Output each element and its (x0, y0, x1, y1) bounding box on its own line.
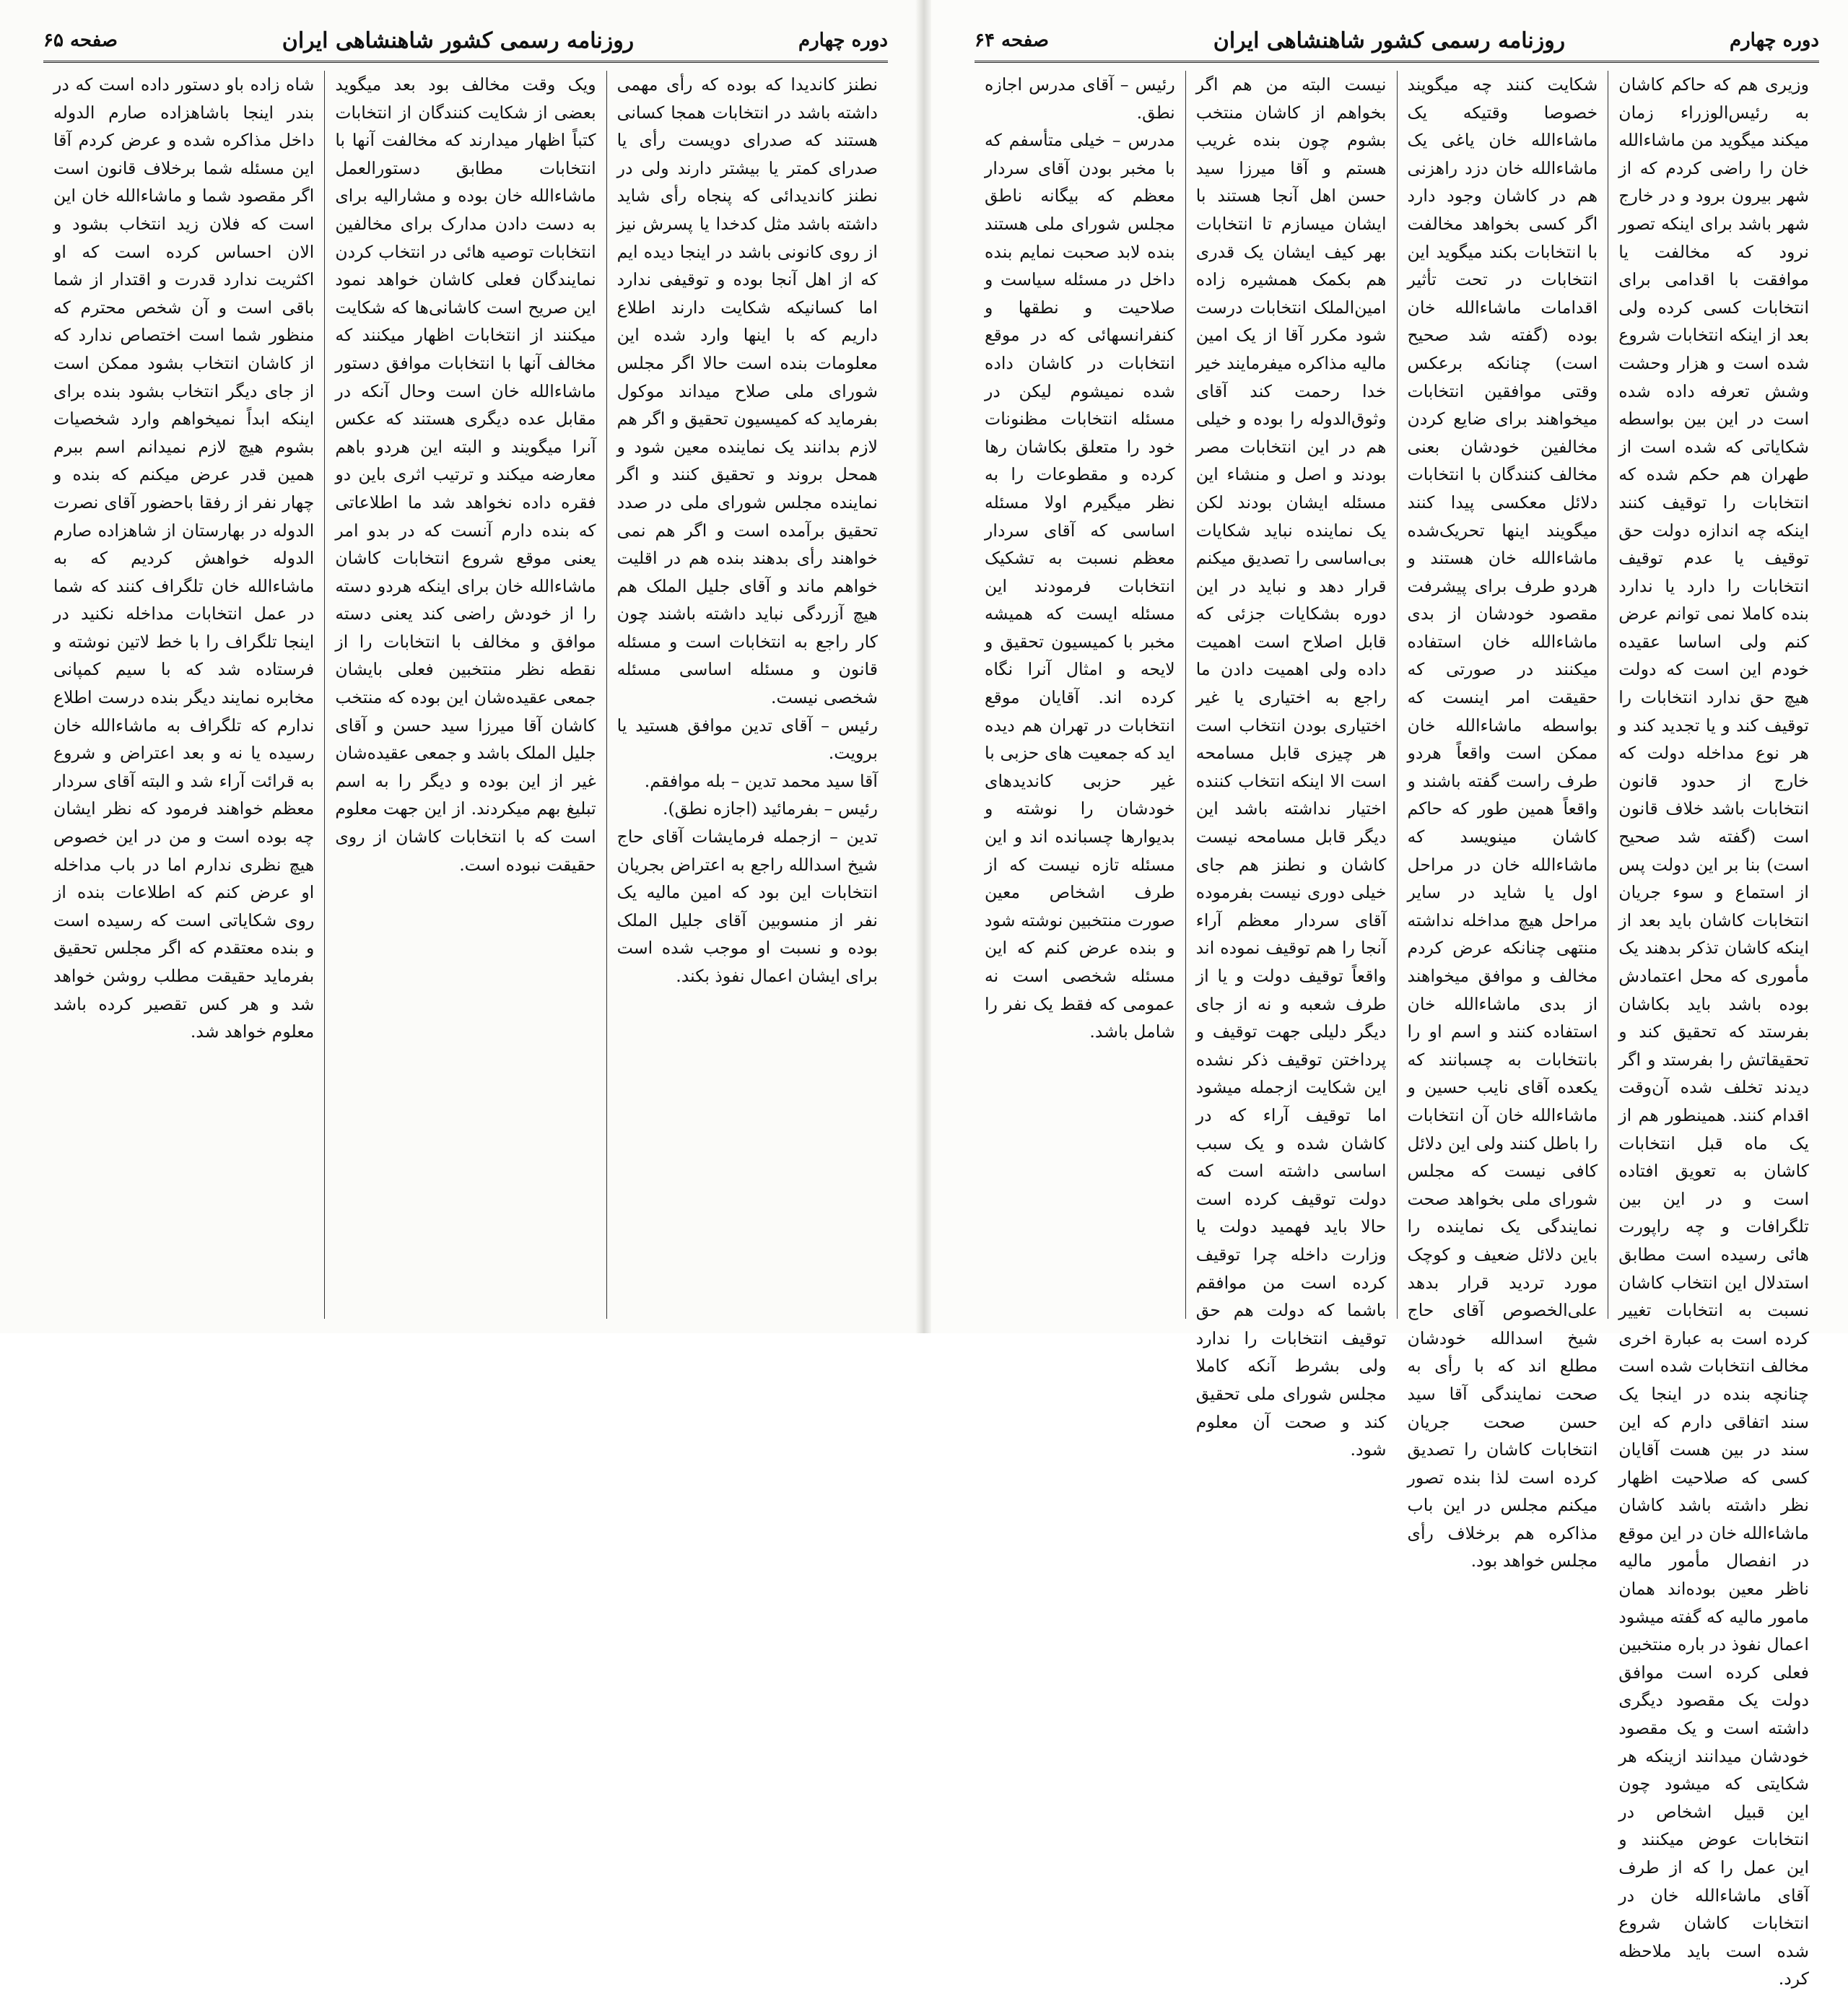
column-2 (1397, 71, 1608, 1571)
column-text: شکایت کنند چه میگویند خصوصا وقتیکه یک ماشاءالله خان یاغی یک ماشاءالله خان دزد راهزنی هم در کاشان وجود دارد اگر کسی بخواهد مخالفت با انتخابات بکند میگوید این انتخابات در تحت تأثیر اقدامات ماشاءالله خان بوده (گفته شد صحیح است) چنانکه برعکس وقتی موافقین انتخابات میخواهند برای ضایع کردن مخالفین خودشان بعنی مخالف کنندگان با انتخابات دلائل معکسی پیدا کنند میگویند اینها تحریک‌شده ماشاءالله خان هستند و هردو طرف برای پیشرفت مقصود خودشان از بدی ماشاءالله خان استفاده میکنند در صورتی که حقیقت امر اینست که بواسطه ماشاءالله خان ممکن است واقعاً هردو طرف راست گفته باشند و واقعاً همین طور که حاکم کاشان مینویسد که ماشاءالله خان در مراحل اول یا شاید در سایر مراحل هیچ مداخله نداشته منتهی چنانکه عرض کردم مخالف و موافق میخواهند از بدی ماشاءالله خان استفاده کنند و اسم او را بانتخابات به چسبانند که یکعده آقای نایب حسین و ماشاءالله خان آن انتخابات را باطل کنند ولی این دلائل کافی نیست که مجلس شورای ملی بخواهد صحت نمایندگی یک نماینده را باین دلائل ضعیف و کوچک مورد تردید قرار بدهد علی‌الخصوص آقای حاج شیخ اسدالله خودشان مطلع اند که با رأی به صحت نمایندگی آقا سید حسن صحت جریان انتخابات کاشان را تصدیق کرده است لذا بنده تصور میکنم مجلس در این باب مذاکره هم برخلاف رأی مجلس خواهد بود. (1407, 74, 1598, 1571)
gazette-title: روزنامه رسمی کشور شاهنشاهی ایران (1213, 27, 1566, 53)
gazette-title: روزنامه رسمی کشور شاهنشاهی ایران (282, 27, 635, 53)
page-65 (0, 0, 917, 1333)
column-1 (1608, 71, 1819, 1989)
column-text: رئیس – آقای مدرس اجازه نطق. مدرس – خیلی متأسفم که با مخبر بودن آقای سردار معظم که بیگانه ناطق مجلس شورای ملی هستند بنده لابد صحبت نمایم بنده داخل در مسئله سیاست و صلاحیت و نطقها و کنفرانسهائی که در موقع انتخابات در کاشان داده شده نمیشوم لیکن در مسئله انتخابات مظنونات خود را متعلق بکاشان رها کرده و مقطوعات را به نظر میگیرم اولا مسئله اساسی که آقای سردار معظم نسبت به تشکیک انتخابات فرمودند این مسئله ایست که همیشه مخبر با کمیسیون تحقیق و لایحه و امثال آنرا نگاه کرده اند. آقایان موقع انتخابات در تهران هم دیده اید که جمعیت های حزبی با غیر حزبی کاندیدهای خودشان را نوشته و بدیوارها چسبانده اند و این مسئله تازه نیست که از طرف اشخاص معین صورت منتخبین نوشته شود و بنده عرض کنم که این مسئله شخصی است نه عمومی که فقط یک نفر را شامل باشد. (985, 74, 1175, 1042)
page-64 (931, 0, 1848, 1989)
text-columns (43, 71, 888, 1319)
column-2 (324, 71, 606, 1319)
period-label: دوره چهارم (798, 30, 888, 51)
column-4 (975, 71, 1185, 1319)
text-columns (975, 71, 1819, 1989)
page-number: صفحه ۶۵ (43, 30, 118, 51)
book-gutter (915, 0, 933, 1333)
page-header (43, 20, 888, 63)
column-text: نطنز کاندیدا که بوده که رأی مهمی داشته باشد در انتخابات همجا کسانی هستند که صدرای دویست رأی یا صدرای کمتر یا بیشتر دارند ولی در نطنز کاندیدائی که پنجاه رأی شاید داشته باشد مثل کدخدا یا پسرش نیز از روی کانونی باشد در اینجا دیده ایم که از اهل آنجا بوده و توقیفی ندارد اما کسانیکه شکایت دارند اطلاع داریم که با اینها وارد شده این معلومات بنده است حالا اگر مجلس شورای ملی صلاح میداند موکول بفرماید که کمیسیون تحقیق و اگر هم لازم بدانند یک نماینده معین شود و همحل بروند و تحقیق کنند و اگر نماینده مجلس شورای ملی در صدد تحقیق برآمده است و اگر هم نمی خواهند رأی بدهند بنده هم در اقلیت خواهم ماند و آقای جلیل الملک هم هیچ آزردگی نباید داشته باشند چون کار راجع به انتخابات است و مسئله قانون و مسئله اساسی مسئله شخصی نیست. رئیس – آقای تدین موافق هستید یا برویت. آقا سید محمد تدین – بله موافقم. رئیس – بفرمائید (اجازه نطق). تدین – ازجمله فرمایشات آقای حاج شیخ اسدالله راجع به اعتراض بجریان انتخابات این بود که امین مالیه یک نفر از منسوبین آقای جلیل الملک بوده و نسبت او موجب شده است برای ایشان اعمال نفوذ بکند. (616, 74, 878, 986)
column-3 (1185, 71, 1397, 1460)
column-3 (43, 71, 324, 1319)
column-text: شاه زاده باو دستور داده است که در بندر اینجا باشاهزاده صارم الدوله داخل مذاکره شده و عرض کردم آقا این مسئله شما برخلاف قانون است اگر مقصود شما و ماشاءالله خان این است که فلان زید انتخاب بشود و الان احساس کرده است که او اکثریت ندارد قدرت و اقتدار از شما باقی است و آن شخص محترم که منظور شما است اختصاص ندارد که از کاشان انتخاب بشود ممکن است از جای دیگر انتخاب بشود بنده برای اینکه ابداً نمیخواهم وارد شخصیات بشوم هیچ لازم نمیدانم اسم ببرم همین قدر عرض میکنم که بنده و چهار نفر از رفقا باحضور آقای نصرت الدوله در بهارستان از شاهزاده صارم الدوله خواهش کردیم که به ماشاءالله خان تلگراف کنند که شما در عمل انتخابات مداخله نکنید در اینجا تلگراف را با خط لاتین نوشته و فرستاده شد که با سیم کمپانی مخابره نمایند دیگر بنده درست اطلاع ندارم که تلگراف به ماشاءالله خان رسیده یا نه و بعد اعتراض و شروع به قرائت آراء شد و البته آقای سردار معظم خواهند فرمود که نظر ایشان چه بوده است و من در این خصوص هیچ نظری ندارم اما در باب مداخله او عرض کنم که اطلاعات بنده از روی شکایاتی است که رسیده است و بنده معتقدم که اگر مجلس تحقیق بفرماید حقیقت مطلب روشن خواهد شد و هر کس تقصیر کرده باشد معلوم خواهد شد. (53, 74, 315, 1042)
page-header (975, 20, 1819, 63)
page-number: صفحه ۶۴ (975, 30, 1049, 51)
column-text: نیست البته من هم اگر بخواهم از کاشان منتخب بشوم چون بنده غریب هستم و آقا میرزا سید حسن اهل آنجا هستند با ایشان میسازم تا انتخابات بهر کیف ایشان یک قدری هم بکمک همشیره زاده امین‌الملک انتخابات درست شود مکرر آقا از یک امین مالیه مذاکره میفرمایند خیر خدا رحمت کند آقای وثوق‌الدوله را بوده و خیلی هم در این انتخابات مصر بودند و اصل و منشاء این مسئله ایشان بودند لکن یک نماینده نباید شکایات بی‌اساسی را تصدیق میکنم قرار دهد و نباید در این دوره بشکایات جزئی که قابل اصلاح است اهمیت داده ولی اهمیت دادن ما راجع به اختیاری یا غیر اختیاری بودن انتخاب است هر چیزی قابل مسامحه است الا اینکه انتخاب کننده اختیار نداشته باشد این دیگر قابل مسامحه نیست کاشان و نطنز هم جای خیلی دوری نیست بفرموده آقای سردار معظم آراء آنجا را هم توقیف نموده اند واقعاً توقیف دولت و یا از طرف شعبه و نه از جای دیگر دلیلی جهت توقیف و پرداختن توقیف ذکر نشده این شکایت ازجمله میشود اما توقیف آراء که در کاشان شده و یک سبب اساسی داشته است که دولت توقیف کرده است حالا باید فهمید دولت یا وزارت داخله چرا توقیف کرده است من موافقم باشما که دولت هم حق توقیف انتخابات را ندارد ولی بشرط آنکه کاملا مجلس شورای ملی تحقیق کند و صحت آن معلوم شود. (1195, 74, 1387, 1460)
period-label: دوره چهارم (1730, 30, 1819, 51)
column-text: ویک وقت مخالف بود بعد میگوید بعضی از شکایت کنندگان از انتخابات کتباً اظهار میدارند که مخالفت آنها با انتخابات مطابق دستورالعمل ماشاءالله خان بوده و مشارالیه برای به دست دادن مدارک برای مخالفین انتخابات توصیه هائی در انتخاب کردن نمایندگان فعلی کاشان خواهد نمود این صریح است کاشانی‌ها که شکایت میکنند از انتخابات اظهار میکنند که مخالف آنها با انتخابات موافق دستور ماشاءالله خان است وحال آنکه در مقابل عده دیگری هستند که عکس آنرا میگویند و البته این هردو باهم معارضه میکند و ترتیب اثری باین دو فقره داده نخواهد شد ما اطلاعاتی که بنده دارم آنست که در بدو امر یعنی موقع شروع انتخابات کاشان ماشاءالله خان برای اینکه هردو دسته را از خودش راضی کند یعنی دسته موافق و مخالف با انتخابات را از نقطه نظر منتخبین فعلی بایشان جمعی عقیده‌شان این بوده که منتخب کاشان آقا میرزا سید حسن و آقای جلیل الملک باشد و جمعی عقیده‌شان غیر از این بوده و دیگر را به اسم تبلیغ بهم میکردند. از این جهت معلوم است که با انتخابات کاشان از روی حقیقت نبوده است. (335, 74, 596, 875)
column-text: وزیری هم که حاکم کاشان به رئیس‌الوزراء زمان میکند میگوید من ماشاءالله خان را راضی کردم که از شهر بیرون برود و در خارج شهر باشد برای اینکه تصور نرود که مخالفت یا موافقت با اقدامی برای انتخابات کسی کرده ولی بعد از اینکه انتخابات شروع شده است و هزار وحشت وشش تعرفه داده شده است در این بین بواسطه شکایاتی که شده است از طهران هم حکم شده که انتخابات را توقیف کنند اینکه چه اندازه دولت حق توقیف یا عدم توقیف انتخابات را دارد یا ندارد بنده کاملا نمی توانم عرض کنم ولی اساسا عقیده خودم این است که دولت هیچ حق ندارد انتخابات را توقیف کند و یا تجدید کند و هر نوع مداخله دولت که خارج از حدود قانون انتخابات باشد خلاف قانون است (گفته شد صحیح است) بنا بر این دولت پس از استماع و سوء جریان انتخابات کاشان باید بعد از اینکه کاشان تذکر بدهند یک مأموری که محل اعتمادش بوده باشد باید بکاشان بفرستد که تحقیق کند و تحقیقاتش را بفرستد و اگر دیدند تخلف شده آن‌وقت اقدام کنند. همینطور هم از یک ماه قبل انتخابات کاشان به تعویق افتاده است و در این بین تلگرافات و چه راپورت هائی رسیده است مطابق استدلال این انتخاب کاشان نسبت به انتخابات تغییر کرده است به عبارة اخری مخالف انتخابات شده است چنانچه بنده در اینجا یک سند اتفاقی دارم که این سند در بین هست آقایان کسی که صلاحیت اظهار نظر داشته باشد کاشان ماشاءالله خان در این موقع در انفصال مأمور ماليه ناظر معین بوده‌اند همان مامور مالیه که گفته میشود اعمال نفوذ در باره منتخبین فعلی کرده است موافق دولت یک مقصود دیگری داشته است و یک مقصود خودشان میدانند ازینکه هر شکایتی که میشود چون این قبیل اشخاص در انتخابات عوض میکنند و این عمل را که از طرف آقای ماشاءالله خان در انتخابات کاشان شروع شده است باید ملاحظه کرد. (1618, 74, 1809, 1989)
column-1 (606, 71, 888, 1319)
